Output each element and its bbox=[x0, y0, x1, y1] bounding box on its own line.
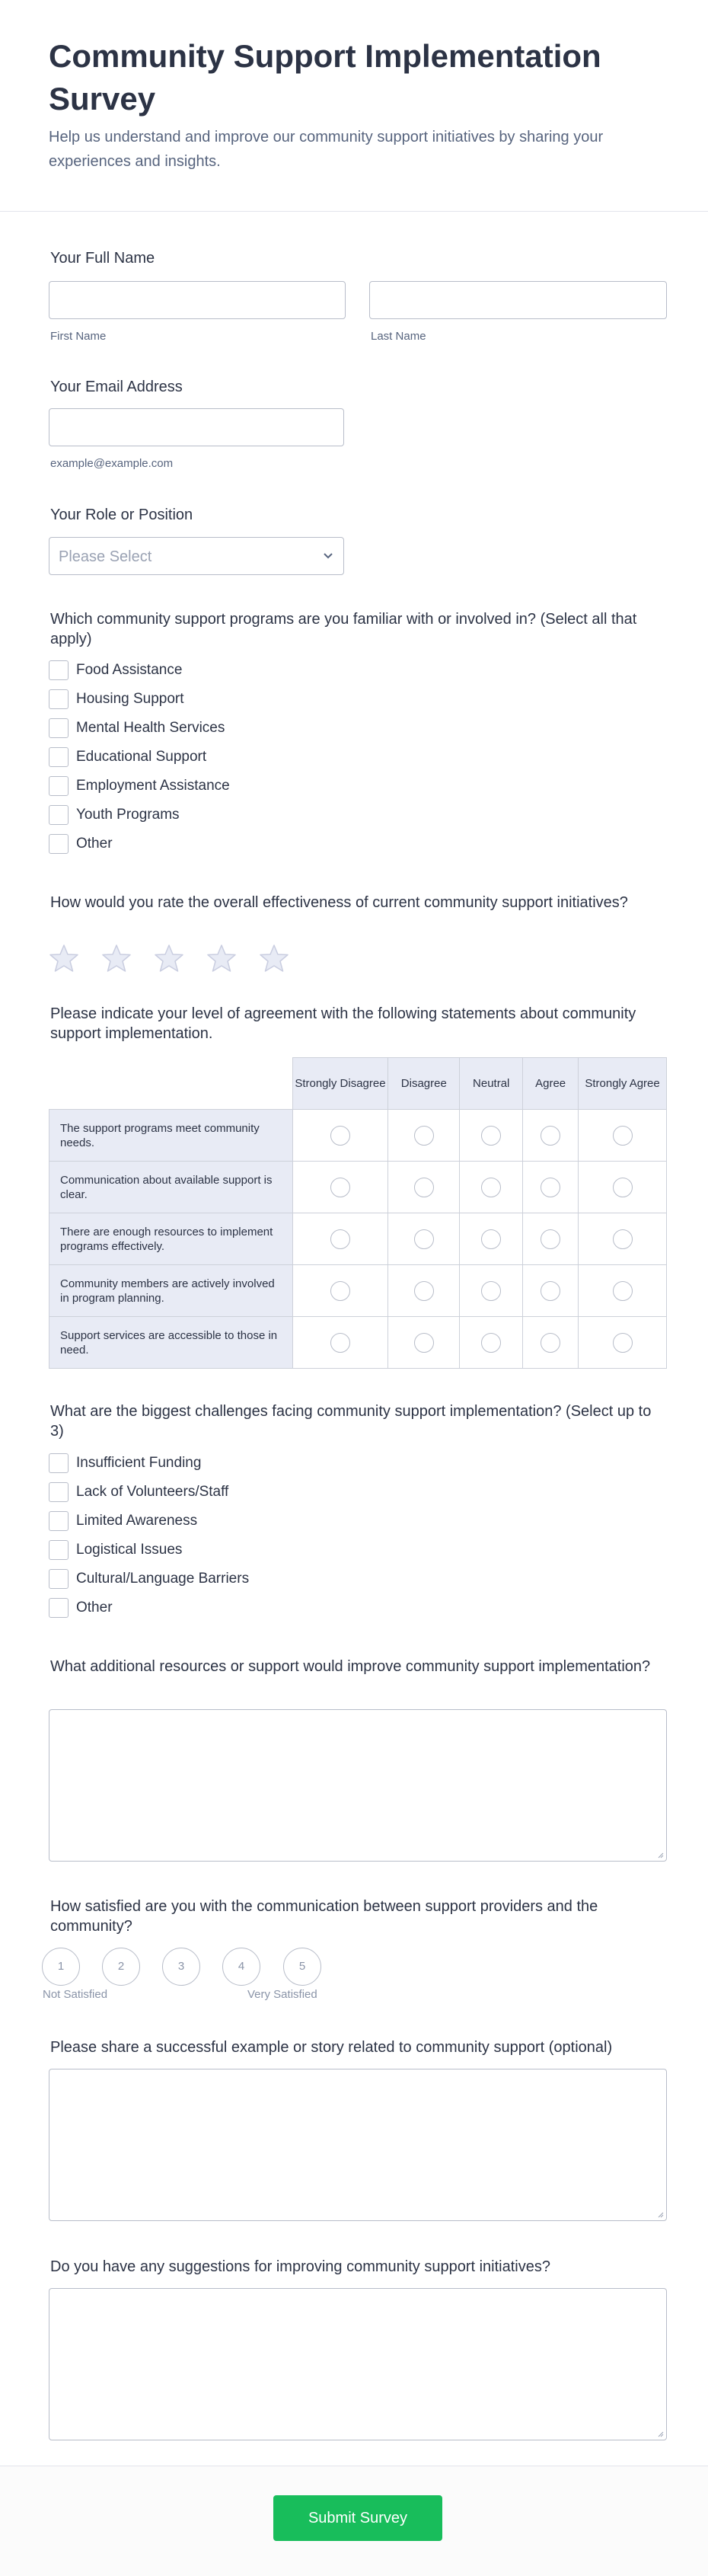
scale-low-caption: Not Satisfied bbox=[43, 1988, 108, 2001]
checkbox[interactable] bbox=[49, 1453, 69, 1473]
satisfaction-label: How satisfied are you with the communication between support providers and the community? bbox=[50, 1898, 598, 1935]
radio-button[interactable] bbox=[481, 1229, 501, 1249]
suggestions-label: Do you have any suggestions for improving community support initiatives? bbox=[50, 2258, 550, 2275]
matrix-column-header: Neutral bbox=[460, 1058, 523, 1110]
role-label: Your Role or Position bbox=[50, 507, 193, 523]
role-select[interactable] bbox=[49, 537, 344, 575]
checkbox-label: Food Assistance bbox=[76, 662, 183, 678]
page-title: Community Support Implementation Survey bbox=[49, 38, 601, 117]
checkbox-label: Other bbox=[76, 1600, 113, 1616]
form-footer bbox=[0, 2466, 708, 2576]
first-name-caption: First Name bbox=[50, 330, 107, 343]
radio-button[interactable] bbox=[481, 1281, 501, 1301]
challenges-label: What are the biggest challenges facing community support implementation? (Select up to 3) bbox=[50, 1403, 652, 1440]
matrix-row-label: There are enough resources to implement programs effectively. bbox=[49, 1213, 293, 1265]
radio-button[interactable] bbox=[481, 1333, 501, 1353]
star-icon[interactable] bbox=[101, 943, 132, 973]
radio-button[interactable] bbox=[330, 1229, 350, 1249]
program-option[interactable] bbox=[49, 688, 582, 711]
checkbox[interactable] bbox=[49, 805, 69, 825]
program-option[interactable] bbox=[49, 746, 582, 769]
resources-label: What additional resources or support would improve community support implementation? bbox=[50, 1658, 651, 1675]
matrix-column-header: Agree bbox=[523, 1058, 579, 1110]
radio-button[interactable] bbox=[414, 1178, 434, 1197]
last-name-input[interactable] bbox=[369, 281, 667, 319]
checkbox-label: Cultural/Language Barriers bbox=[76, 1571, 250, 1587]
last-name-caption: Last Name bbox=[371, 330, 426, 343]
radio-button[interactable] bbox=[414, 1333, 434, 1353]
matrix-column-header: Strongly Agree bbox=[579, 1058, 667, 1110]
checkbox[interactable] bbox=[49, 776, 69, 796]
email-label: Your Email Address bbox=[50, 379, 183, 395]
checkbox-label: Insufficient Funding bbox=[76, 1455, 202, 1471]
rating-label: How would you rate the overall effectiveness of current community support initiatives? bbox=[50, 894, 628, 911]
email-caption: example@example.com bbox=[50, 457, 174, 470]
checkbox[interactable] bbox=[49, 747, 69, 767]
radio-button[interactable] bbox=[414, 1281, 434, 1301]
checkbox[interactable] bbox=[49, 834, 69, 854]
matrix-column-header: Disagree bbox=[388, 1058, 460, 1110]
story-textarea[interactable] bbox=[49, 2069, 667, 2221]
matrix-row bbox=[49, 1265, 667, 1317]
checkbox-label: Youth Programs bbox=[76, 807, 180, 823]
checkbox-label: Other bbox=[76, 836, 113, 852]
matrix-row bbox=[49, 1317, 667, 1369]
submit-button[interactable]: Submit Survey bbox=[273, 2495, 442, 2541]
checkbox-label: Mental Health Services bbox=[76, 720, 225, 736]
radio-button[interactable] bbox=[541, 1281, 560, 1301]
radio-button[interactable] bbox=[330, 1281, 350, 1301]
radio-button[interactable] bbox=[330, 1178, 350, 1197]
radio-button[interactable] bbox=[414, 1229, 434, 1249]
star-icon[interactable] bbox=[259, 943, 289, 973]
challenge-option[interactable] bbox=[49, 1452, 582, 1475]
email-input[interactable] bbox=[49, 408, 344, 446]
matrix-label: Please indicate your level of agreement with the following statements about community support implementation. bbox=[50, 1005, 636, 1042]
agreement-matrix bbox=[49, 1057, 667, 1369]
scale-option-5[interactable]: 5 bbox=[283, 1948, 321, 1986]
matrix-column-header: Strongly Disagree bbox=[292, 1058, 388, 1110]
program-option[interactable] bbox=[49, 717, 582, 740]
challenge-option[interactable] bbox=[49, 1568, 582, 1590]
scale-option-4[interactable]: 4 bbox=[222, 1948, 260, 1986]
scale-option-1[interactable]: 1 bbox=[42, 1948, 80, 1986]
matrix-row-label: Support services are accessible to those in need. bbox=[49, 1317, 293, 1369]
checkbox[interactable] bbox=[49, 1511, 69, 1531]
radio-button[interactable] bbox=[613, 1126, 633, 1146]
checkbox[interactable] bbox=[49, 660, 69, 680]
checkbox[interactable] bbox=[49, 1598, 69, 1618]
resources-textarea[interactable] bbox=[49, 1709, 667, 1862]
checkbox-label: Educational Support bbox=[76, 749, 207, 765]
checkbox[interactable] bbox=[49, 1569, 69, 1589]
matrix-row bbox=[49, 1162, 667, 1213]
challenge-option[interactable] bbox=[49, 1539, 582, 1561]
checkbox-label: Lack of Volunteers/Staff bbox=[76, 1484, 229, 1500]
radio-button[interactable] bbox=[613, 1333, 633, 1353]
star-icon[interactable] bbox=[49, 943, 79, 973]
star-rating[interactable] bbox=[49, 943, 353, 973]
checkbox[interactable] bbox=[49, 1482, 69, 1502]
checkbox[interactable] bbox=[49, 1540, 69, 1560]
program-option[interactable] bbox=[49, 659, 582, 682]
star-icon[interactable] bbox=[206, 943, 237, 973]
radio-button[interactable] bbox=[541, 1178, 560, 1197]
challenge-option[interactable] bbox=[49, 1510, 582, 1532]
story-label: Please share a successful example or story related to community support (optional) bbox=[50, 2039, 613, 2056]
resize-grip-icon[interactable] bbox=[656, 1851, 664, 1858]
radio-button[interactable] bbox=[613, 1281, 633, 1301]
suggestions-textarea[interactable] bbox=[49, 2288, 667, 2440]
radio-button[interactable] bbox=[613, 1178, 633, 1197]
page-subtitle: Help us understand and improve our community support initiatives by sharing your experiences and insights. bbox=[49, 129, 604, 170]
matrix-row bbox=[49, 1110, 667, 1162]
program-option[interactable] bbox=[49, 833, 582, 855]
challenge-option[interactable] bbox=[49, 1596, 582, 1619]
programs-label: Which community support programs are you familiar with or involved in? (Select all that apply) bbox=[50, 611, 637, 647]
radio-button[interactable] bbox=[481, 1126, 501, 1146]
first-name-input[interactable] bbox=[49, 281, 346, 319]
resize-grip-icon[interactable] bbox=[656, 2210, 664, 2218]
scale-option-3[interactable]: 3 bbox=[162, 1948, 200, 1986]
full-name-label: Your Full Name bbox=[50, 250, 155, 267]
matrix-row-label: Community members are actively involved in program planning. bbox=[49, 1265, 293, 1317]
program-option[interactable] bbox=[49, 775, 582, 797]
checkbox-label: Limited Awareness bbox=[76, 1513, 198, 1529]
radio-button[interactable] bbox=[541, 1333, 560, 1353]
matrix-row bbox=[49, 1213, 667, 1265]
checkbox-label: Housing Support bbox=[76, 691, 184, 707]
scale-option-2[interactable]: 2 bbox=[102, 1948, 140, 1986]
radio-button[interactable] bbox=[414, 1126, 434, 1146]
form-header bbox=[0, 0, 708, 212]
radio-button[interactable] bbox=[541, 1126, 560, 1146]
challenge-option[interactable] bbox=[49, 1481, 582, 1504]
checkbox[interactable] bbox=[49, 718, 69, 738]
checkbox-label: Logistical Issues bbox=[76, 1542, 183, 1558]
resize-grip-icon[interactable] bbox=[656, 2430, 664, 2437]
role-select-value: Please Select bbox=[59, 548, 152, 565]
matrix-row-label: Communication about available support is clear. bbox=[49, 1162, 293, 1213]
matrix-corner bbox=[49, 1058, 293, 1110]
radio-button[interactable] bbox=[481, 1178, 501, 1197]
radio-button[interactable] bbox=[613, 1229, 633, 1249]
star-icon[interactable] bbox=[154, 943, 184, 973]
radio-button[interactable] bbox=[541, 1229, 560, 1249]
matrix-row-label: The support programs meet community needs. bbox=[49, 1110, 293, 1162]
program-option[interactable] bbox=[49, 804, 582, 826]
checkbox[interactable] bbox=[49, 689, 69, 709]
radio-button[interactable] bbox=[330, 1126, 350, 1146]
scale-high-caption: Very Satisfied bbox=[247, 1988, 317, 2001]
chevron-down-icon bbox=[322, 551, 334, 561]
radio-button[interactable] bbox=[330, 1333, 350, 1353]
checkbox-label: Employment Assistance bbox=[76, 778, 230, 794]
